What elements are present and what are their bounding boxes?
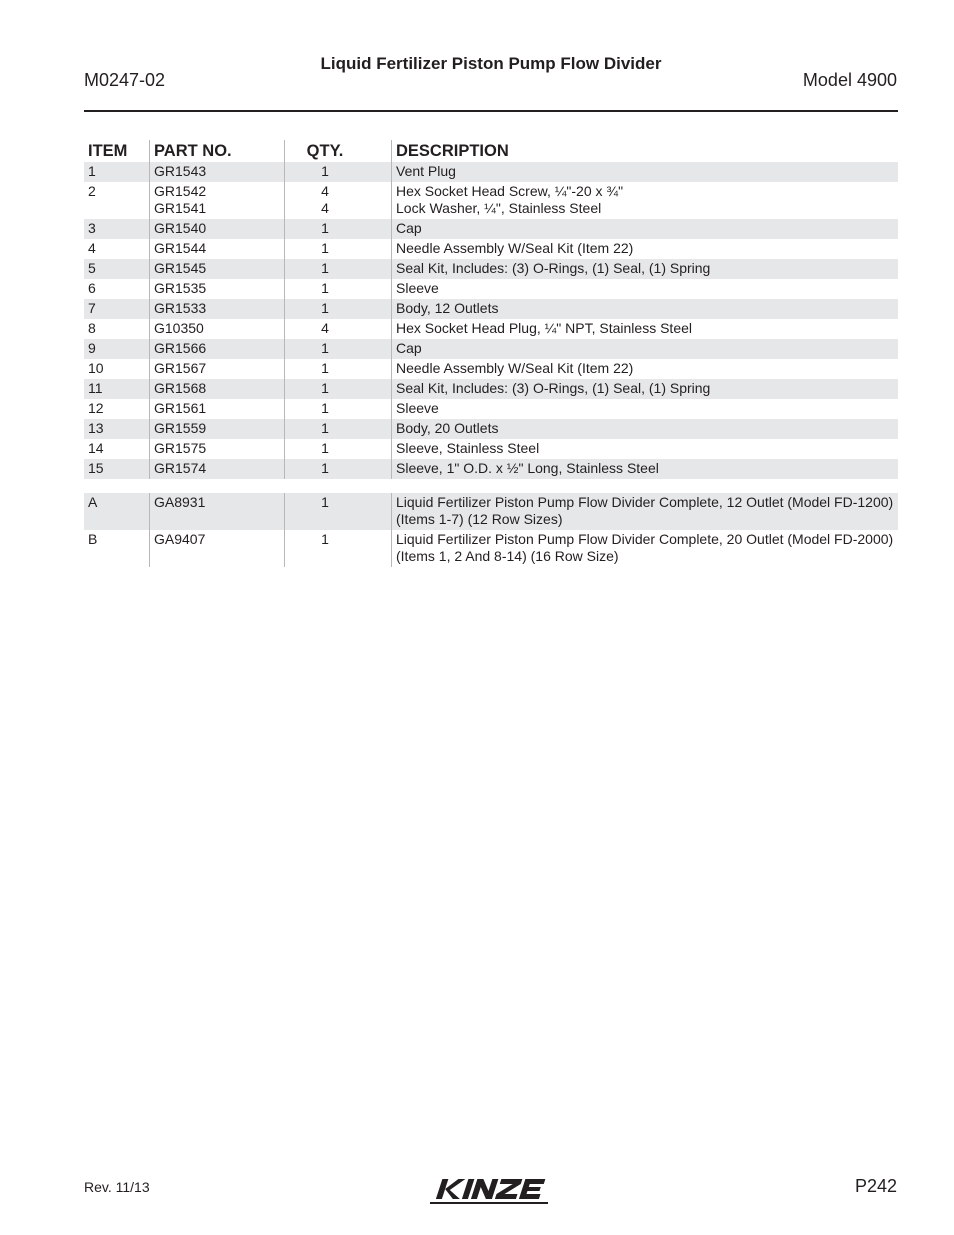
table-spacer-row bbox=[84, 479, 898, 493]
part-number-cell-line: GR1542 bbox=[154, 183, 207, 199]
description-cell-line: (Items 1, 2 And 8-14) (16 Row Size) bbox=[396, 548, 619, 564]
part-number-cell-line: G10350 bbox=[154, 320, 204, 336]
description-cell bbox=[392, 439, 899, 459]
part-number-cell bbox=[150, 359, 285, 379]
part-number-cell-line: GR1544 bbox=[154, 240, 207, 256]
part-number-cell bbox=[150, 319, 285, 339]
description-cell-line: Needle Assembly W/Seal Kit (Item 22) bbox=[396, 240, 634, 256]
part-number-cell bbox=[150, 279, 285, 299]
qty-cell-line: 4 bbox=[321, 200, 329, 216]
table-header-row bbox=[84, 140, 898, 162]
item-cell: 1 bbox=[84, 162, 150, 182]
qty-cell bbox=[285, 259, 392, 279]
part-number-cell bbox=[150, 459, 285, 479]
qty-cell bbox=[285, 162, 392, 182]
description-cell-line: (Items 1-7) (12 Row Sizes) bbox=[396, 511, 563, 527]
qty-cell bbox=[285, 399, 392, 419]
table-row bbox=[84, 319, 898, 339]
kinze-logo bbox=[430, 1174, 554, 1206]
page-title: Liquid Fertilizer Piston Pump Flow Divider bbox=[320, 54, 662, 73]
qty-cell bbox=[285, 493, 392, 530]
table-row bbox=[84, 379, 898, 399]
table-row bbox=[84, 162, 898, 182]
table-row bbox=[84, 339, 898, 359]
part-number-cell-line: GR1541 bbox=[154, 200, 207, 216]
item-cell: 12 bbox=[88, 400, 104, 416]
part-number-cell-line: GR1568 bbox=[154, 380, 207, 396]
table-row bbox=[84, 419, 898, 439]
column-header-item: ITEM bbox=[88, 142, 128, 160]
qty-cell bbox=[285, 339, 392, 359]
qty-cell-line: 1 bbox=[321, 420, 329, 436]
table-row bbox=[84, 439, 898, 459]
description-cell bbox=[392, 399, 899, 419]
part-number-cell-line: GA9407 bbox=[154, 531, 206, 547]
part-number-cell-line: GR1543 bbox=[154, 163, 207, 179]
document-number: M0247-02 bbox=[84, 70, 166, 90]
table-row bbox=[84, 359, 898, 379]
item-cell: 15 bbox=[84, 459, 150, 479]
qty-cell bbox=[285, 219, 392, 239]
description-cell-line: Vent Plug bbox=[396, 163, 456, 179]
description-cell bbox=[392, 459, 899, 479]
qty-cell-line: 1 bbox=[321, 460, 329, 476]
description-cell bbox=[392, 419, 899, 439]
part-number-cell-line: GR1574 bbox=[154, 460, 207, 476]
description-cell-line: Body, 20 Outlets bbox=[396, 420, 499, 436]
qty-cell-line: 1 bbox=[321, 440, 329, 456]
item-cell: 3 bbox=[84, 219, 150, 239]
part-number-cell bbox=[150, 439, 285, 459]
qty-cell-line: 1 bbox=[321, 494, 329, 510]
qty-cell bbox=[285, 439, 392, 459]
part-number-cell-line: GR1575 bbox=[154, 440, 207, 456]
description-cell bbox=[392, 339, 899, 359]
part-number-cell-line: GR1533 bbox=[154, 300, 207, 316]
description-cell bbox=[392, 219, 899, 239]
description-cell bbox=[392, 259, 899, 279]
description-cell bbox=[392, 279, 899, 299]
qty-cell bbox=[285, 182, 392, 219]
part-number-cell bbox=[150, 239, 285, 259]
table-row bbox=[84, 399, 898, 419]
item-cell: 11 bbox=[84, 379, 150, 399]
part-number-cell-line: GR1561 bbox=[154, 400, 207, 416]
description-cell bbox=[392, 493, 899, 530]
qty-cell-line: 1 bbox=[321, 163, 329, 179]
description-cell-line: Sleeve, Stainless Steel bbox=[396, 440, 540, 456]
qty-cell bbox=[285, 239, 392, 259]
parts-table-body bbox=[84, 162, 898, 567]
description-cell bbox=[392, 319, 899, 339]
description-cell-line: Sleeve bbox=[396, 400, 439, 416]
table-row bbox=[84, 299, 898, 319]
table-row bbox=[84, 459, 898, 479]
part-number-cell bbox=[150, 399, 285, 419]
table-row bbox=[84, 182, 898, 219]
description-cell bbox=[392, 182, 899, 219]
item-cell: 14 bbox=[88, 440, 104, 456]
description-cell-line: Liquid Fertilizer Piston Pump Flow Divider Complete, 20 Outlet (Model FD-2000) bbox=[396, 531, 894, 547]
table-row bbox=[84, 259, 898, 279]
qty-cell-line: 1 bbox=[321, 260, 329, 276]
revision-label: Rev. 11/13 bbox=[84, 1179, 150, 1195]
qty-cell-line: 1 bbox=[321, 280, 329, 296]
description-cell bbox=[392, 379, 899, 399]
description-cell-line: Needle Assembly W/Seal Kit (Item 22) bbox=[396, 360, 634, 376]
part-number-cell bbox=[150, 259, 285, 279]
item-cell: 7 bbox=[84, 299, 150, 319]
part-number-cell-line: GR1567 bbox=[154, 360, 207, 376]
qty-cell-line: 1 bbox=[321, 400, 329, 416]
qty-cell bbox=[285, 419, 392, 439]
header-rule bbox=[84, 110, 898, 112]
qty-cell-line: 1 bbox=[321, 240, 329, 256]
description-cell-line: Seal Kit, Includes: (3) O-Rings, (1) Seal, (1) Spring bbox=[396, 380, 711, 396]
description-cell-line: Hex Socket Head Plug, ¼" NPT, Stainless Steel bbox=[396, 320, 693, 336]
description-cell-line: Seal Kit, Includes: (3) O-Rings, (1) Seal, (1) Spring bbox=[396, 260, 711, 276]
description-cell-line: Sleeve, 1" O.D. x ½" Long, Stainless Steel bbox=[396, 460, 659, 476]
part-number-cell bbox=[150, 339, 285, 359]
parts-table bbox=[84, 140, 898, 567]
description-cell bbox=[392, 239, 899, 259]
qty-cell-line: 1 bbox=[321, 340, 329, 356]
item-cell: 9 bbox=[84, 339, 150, 359]
model-label: Model 4900 bbox=[802, 70, 897, 90]
qty-cell-line: 1 bbox=[321, 531, 329, 547]
part-number-cell-line: GR1559 bbox=[154, 420, 207, 436]
description-cell-line: Liquid Fertilizer Piston Pump Flow Divider Complete, 12 Outlet (Model FD-1200) bbox=[396, 494, 894, 510]
qty-cell bbox=[285, 319, 392, 339]
qty-cell bbox=[285, 379, 392, 399]
description-cell bbox=[392, 299, 899, 319]
qty-cell-line: 4 bbox=[321, 183, 329, 199]
qty-cell bbox=[285, 299, 392, 319]
part-number-cell-line: GR1545 bbox=[154, 260, 207, 276]
page-number: P242 bbox=[854, 1176, 897, 1196]
description-cell bbox=[392, 530, 899, 567]
part-number-cell-line: GR1540 bbox=[154, 220, 207, 236]
description-cell-line: Hex Socket Head Screw, ¼"-20 x ¾" bbox=[396, 183, 624, 199]
item-cell: 6 bbox=[88, 280, 96, 296]
description-cell-line: Cap bbox=[396, 220, 422, 236]
item-cell: 13 bbox=[84, 419, 150, 439]
part-number-cell bbox=[150, 419, 285, 439]
description-cell-line: Cap bbox=[396, 340, 422, 356]
part-number-cell bbox=[150, 162, 285, 182]
part-number-cell bbox=[150, 379, 285, 399]
column-header-part-no: PART NO. bbox=[150, 140, 285, 162]
description-cell-line: Sleeve bbox=[396, 280, 439, 296]
table-row bbox=[84, 279, 898, 299]
part-number-cell-line: GA8931 bbox=[154, 494, 206, 510]
spacer-cell bbox=[84, 479, 898, 493]
qty-cell bbox=[285, 459, 392, 479]
qty-cell-line: 4 bbox=[321, 320, 329, 336]
item-cell: 8 bbox=[88, 320, 96, 336]
item-cell: 4 bbox=[88, 240, 96, 256]
item-cell: 10 bbox=[88, 360, 104, 376]
qty-cell-line: 1 bbox=[321, 220, 329, 236]
item-cell: A bbox=[84, 493, 150, 530]
part-number-cell bbox=[150, 493, 285, 530]
description-cell-line: Body, 12 Outlets bbox=[396, 300, 499, 316]
qty-cell-line: 1 bbox=[321, 360, 329, 376]
description-cell bbox=[392, 359, 899, 379]
part-number-cell-line: GR1535 bbox=[154, 280, 207, 296]
qty-cell bbox=[285, 530, 392, 567]
part-number-cell bbox=[150, 219, 285, 239]
part-number-cell bbox=[150, 182, 285, 219]
part-number-cell-line: GR1566 bbox=[154, 340, 207, 356]
item-cell: B bbox=[88, 531, 98, 547]
qty-cell-line: 1 bbox=[321, 300, 329, 316]
qty-cell bbox=[285, 279, 392, 299]
qty-cell-line: 1 bbox=[321, 380, 329, 396]
description-cell bbox=[392, 162, 899, 182]
qty-cell bbox=[285, 359, 392, 379]
table-row bbox=[84, 530, 898, 567]
part-number-cell bbox=[150, 530, 285, 567]
table-row bbox=[84, 493, 898, 530]
description-cell-line: Lock Washer, ¼", Stainless Steel bbox=[396, 200, 602, 216]
item-cell: 2 bbox=[88, 183, 96, 199]
table-row bbox=[84, 239, 898, 259]
column-header-description: DESCRIPTION bbox=[392, 140, 899, 162]
item-cell: 5 bbox=[84, 259, 150, 279]
part-number-cell bbox=[150, 299, 285, 319]
table-row bbox=[84, 219, 898, 239]
column-header-qty: QTY. bbox=[285, 140, 392, 162]
